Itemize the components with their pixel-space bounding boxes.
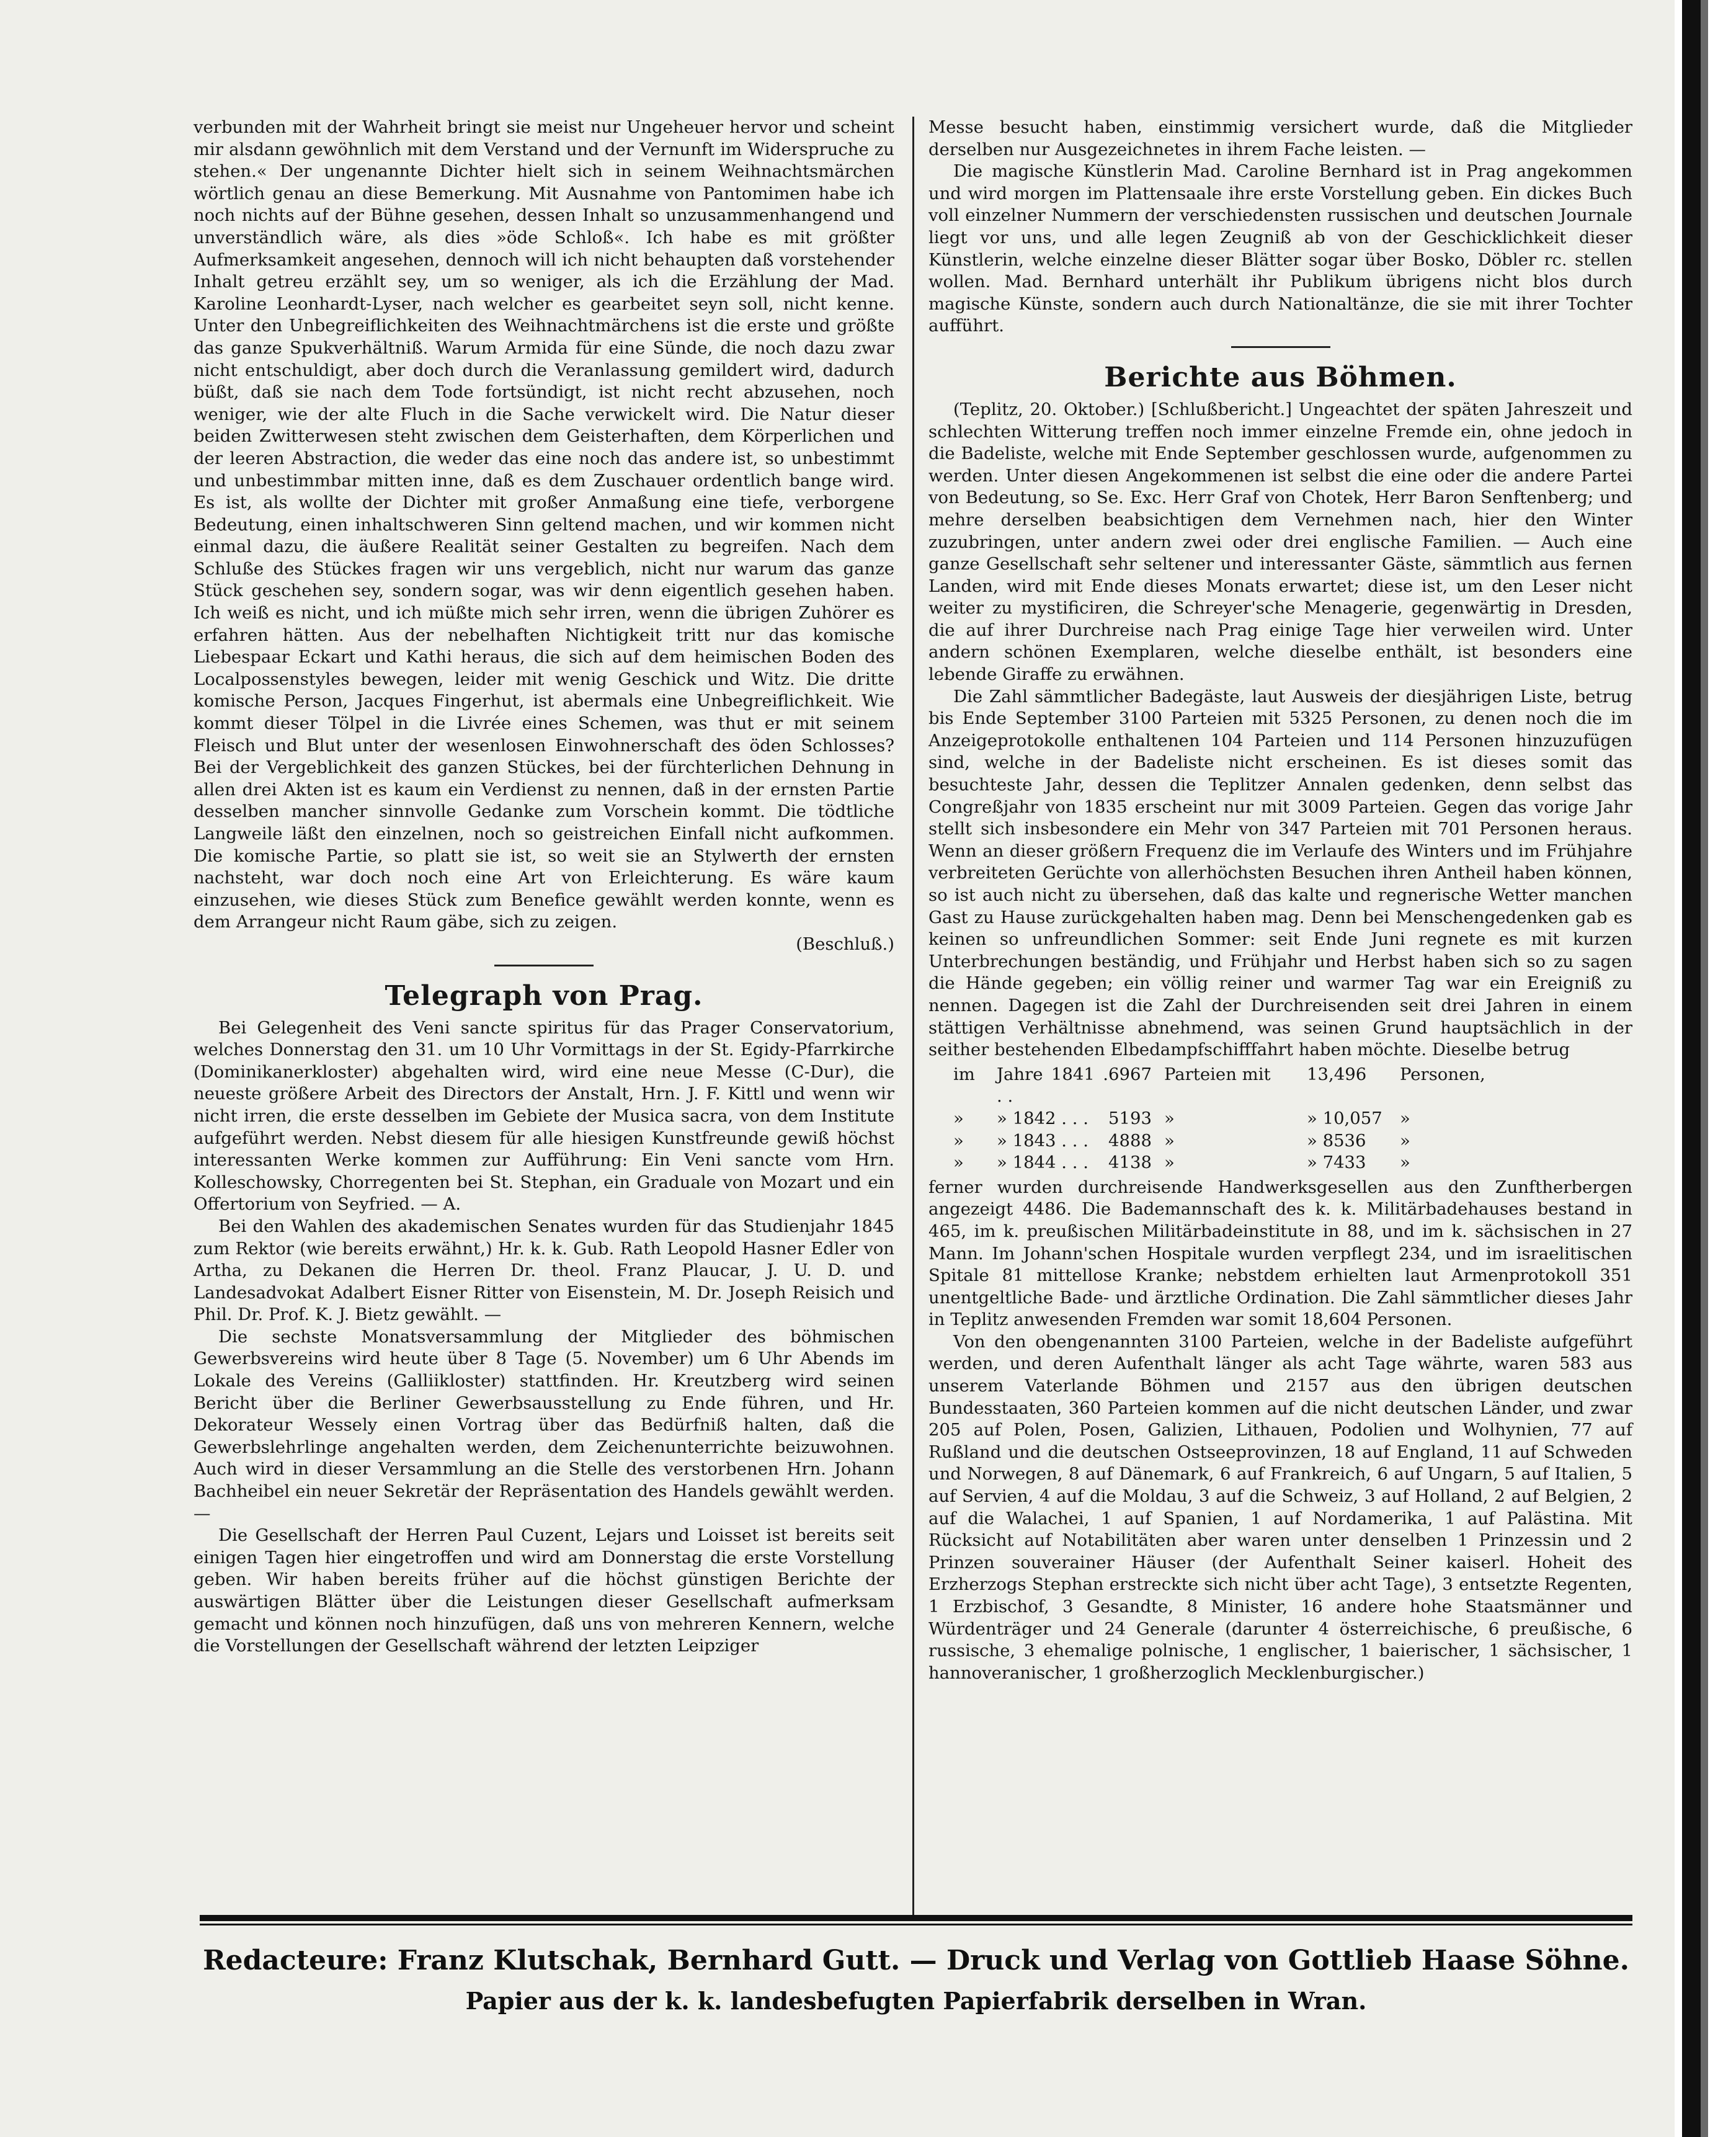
stats-cell: » (953, 1153, 964, 1173)
stats-cell: » (1164, 1108, 1175, 1128)
stats-cell: im (953, 1064, 975, 1084)
binding-edge-shade (1701, 0, 1708, 2137)
stats-cell: Jahre 1841 . . . (997, 1064, 1108, 1107)
article-paragraph: Von den obengenannten 3100 Parteien, welche in der Badeliste aufgeführt werden, und deren Aufenthalt länger als acht Tage währte, waren 583 aus unserem Vaterlande Böhmen und 2157 aus den übrigen deutschen Bundesstaaten, 360 Parteien kommen auf die nicht deutschen Länder, und zwar 205 auf Polen, Posen, Galizien, Lithauen, Podolien und Wolhynien, 77 auf Rußland und die deutschen Ostseeprovinzen, 18 auf England, 11 auf Schweden und Norwegen, 8 auf Dänemark, 6 auf Frankreich, 6 auf Ungarn, 5 auf Italien, 5 auf Servien, 4 auf die Moldau, 3 auf die Schweiz, 3 auf Holland, 2 auf Belgien, 2 auf die Walachei, 1 auf Spanien, 1 auf Nordamerika, 1 auf Palästina. Mit Rücksicht auf Notabilitäten aber waren unter denselben 1 Prinzessin und 2 Prinzen souverainer Häuser (der Aufenthalt Seiner kaiserl. Hoheit des Erzherzogs Stephan erstreckte sich nicht über acht Tage), 3 entsetzte Regenten, 1 Erzbischof, 3 Gesandte, 8 Minister, 16 andere hohe Staatsmänner und Würdenträger und 24 Generale (darunter 4 österreichische, 6 preußische, 6 russische, 3 ehemalige polnische, 1 englischer, 1 baierischer, 1 sächsischer, 1 hannoveranischer, 1 großherzoglich Mecklenburgischer.) (928, 1331, 1632, 1683)
article-paragraph: (Teplitz, 20. Oktober.) [Schlußbericht.] Ungeachtet der späten Jahreszeit und schlechten Witterung treffen noch immer einzelne Fremde ein, ohne jedoch in die Badeliste, welche mit Ende September geschlossen wurde, aufgenommen zu werden. Unter diesen Angekommenen ist selbst die eine oder die andere Partei von Bedeutung, so Se. Exc. Herr Graf von Chotek, Herr Baron Senftenberg; und mehre derselben beabsichtigen dem Vernehmen nach, hier den Winter zuzubringen, unter andern zwei oder drei englische Familien. — Auch eine ganze Gesellschaft sehr seltener und interessanter Gäste, sämmtlich aus fernen Landen, wird mit Ende dieses Monats erwartet; diese ist, um den Leser nicht weiter zu mystificiren, die Schreyer'sche Menagerie, gegenwärtig in Dresden, die auf ihrer Durchreise nach Prag einige Tage hier verweilen wird. Unter andern schönen Exemplaren, welche dieselbe enthält, ist besonders eine lebende Giraffe zu erwähnen. (928, 399, 1632, 685)
stats-cell: » 10,057 (1307, 1108, 1382, 1128)
column-divider (912, 117, 914, 1919)
stats-row (953, 1130, 1632, 1153)
article-paragraph: Die sechste Monatsversammlung der Mitglieder des böhmischen Gewerbsvereins wird heute über 8 Tage (5. November) um 6 Uhr Abends im Lokale des Vereins (Galliikloster) stattfinden. Hr. Kreutzberg wird seinen Bericht über die Berliner Gewerbsausstellung zu Ende führen, und Hr. Dekorateur Wessely einen Vortrag über das Bedürfniß halten, daß die Gewerbslehrlinge angehalten werden, dem Zeichenunterrichte beizuwohnen. Auch wird in dieser Versammlung an die Stelle des verstorbenen Hrn. Johann Bachheibel ein neuer Sekretär der Repräsentation des Handels gewählt werden. — (194, 1326, 894, 1524)
stats-cell: » 1842 . . . (997, 1108, 1089, 1128)
binding-shadow (1682, 0, 1701, 2137)
stats-cell: » (1400, 1130, 1410, 1151)
stats-row (953, 1108, 1632, 1130)
stats-cell: » 8536 (1307, 1130, 1366, 1151)
stats-cell: » (953, 1130, 964, 1151)
right-column (928, 117, 1632, 1684)
stats-cell: 4888 (1108, 1130, 1152, 1151)
left-column (194, 117, 894, 1657)
section-divider (1231, 346, 1330, 348)
article-paragraph: Die Zahl sämmtlicher Badegäste, laut Ausweis der diesjährigen Liste, betrug bis Ende September 3100 Parteien mit 5325 Personen, zu denen noch die im Anzeigeprotokolle enthaltenen 104 Parteien und 114 Personen hinzuzufügen sind, welche in der Badeliste nicht erscheinen. Es ist dieses somit das besuchteste Jahr, dessen die Teplitzer Annalen gedenken, denn selbst das Congreßjahr von 1835 erscheint nur mit 3009 Parteien. Gegen das vorige Jahr stellt sich insbesondere ein Mehr von 347 Parteien mit 701 Personen heraus. Wenn an dieser größern Frequenz die im Verlaufe des Winters und im Frühjahre verbreiteten Gerüchte von allerhöchsten Besuchen ihren Antheil haben können, so ist auch nicht zu übersehen, daß das kalte und regnerische Wetter manchen Gast zu Hause zurückgehalten haben mag. Denn bei Menschengedenken gab es keinen so unfreundlichen Sommer: seit Ende Juni regnete es mit kurzen Unterbrechungen beständig, und Frühjahr und Herbst haben sich so zu sagen die Hände gegeben; ein völlig reiner und warmer Tag war ein Ereigniß zu nennen. Dagegen ist die Zahl der Durchreisenden seit drei Jahren in einem stättigen Verhältnisse abnehmend, was seinen Grund hauptsächlich in der seither bestehenden Elbedampfschifffahrt haben möchte. Dieselbe betrug (928, 686, 1632, 1060)
continuation-note: (Beschluß.) (796, 934, 894, 954)
stats-cell: Personen, (1400, 1064, 1485, 1084)
article-paragraph: Bei den Wahlen des akademischen Senates wurden für das Studienjahr 1845 zum Rektor (wie bereits erwähnt,) Hr. k. k. Gub. Rath Leopold Hasner Edler von Artha, zu Dekanen die Herren Dr. theol. Franz Plaucar, J. U. D. und Landesadvokat Adalbert Eisner Ritter von Eisenstein, M. Dr. Joseph Reisich und Phil. Dr. Prof. K. J. Bietz gewählt. — (194, 1216, 894, 1325)
article-paragraph: Die magische Künstlerin Mad. Caroline Bernhard ist in Prag angekommen und wird morgen im Plattensaale ihre erste Vorstellung geben. Ein dickes Buch voll einzelner Nummern der verschiedensten russischen und deutschen Journale liegt vor uns, und alle legen Zeugniß ab von der Geschicklichkeit dieser Künstlerin, welche einzelne dieser Blätter sogar über Bosko, Döbler rc. stellen wollen. Mad. Bernhard unterhält ihr Publikum übrigens nicht blos durch magische Künste, sondern auch durch Nationaltänze, die sie mit ihrer Tochter aufführt. (928, 161, 1632, 336)
footer-rule-thin (200, 1924, 1632, 1925)
stats-cell: » (1164, 1153, 1175, 1173)
section-divider (494, 965, 594, 966)
article-paragraph: Bei Gelegenheit des Veni sancte spiritus für das Prager Conservatorium, welches Donnerstag den 31. um 10 Uhr Vormittags in der St. Egidy-Pfarrkirche (Dominikanerkloster) abgehalten wird, wird eine neue Messe (C-Dur), die neueste größere Arbeit des Directors der Anstalt, Hrn. J. F. Kittl und wenn wir nicht irren, die erste desselben im Gebiete der Musica sacra, von dem Institute aufgeführt werden. Nebst diesem für alle hiesigen Kunstfreunde gewiß höchst interessanten Werke kommen zur Aufführung: Ein Veni sancte vom Hrn. Kolleschowsky, Chorregenten bei St. Stephan, ein Graduale von Mozart und ein Offertorium von Seyfried. — A. (194, 1017, 894, 1215)
imprint-paper: Papier aus der k. k. landesbefugten Papierfabrik derselben in Wran. (465, 1987, 1367, 2015)
stats-cell: » (1400, 1108, 1410, 1128)
stats-cell: Parteien mit (1164, 1064, 1271, 1084)
stats-cell: » 1843 . . . (997, 1130, 1089, 1151)
stats-cell: 6967 (1108, 1064, 1152, 1084)
stats-cell: » (1400, 1153, 1410, 1173)
stats-cell: » (1164, 1130, 1175, 1151)
imprint-editors: Redacteure: Franz Klutschak, Bernhard Gutt. — Druck und Verlag von Gottlieb Haase Söhne. (203, 1945, 1629, 1976)
stats-cell: 4138 (1108, 1153, 1152, 1173)
traveller-statistics (953, 1064, 1632, 1174)
stats-cell: 13,496 (1307, 1064, 1367, 1084)
stats-cell: 5193 (1108, 1108, 1152, 1128)
stats-row (953, 1064, 1632, 1108)
section-heading-boehmen: Berichte aus Böhmen. (1104, 361, 1457, 393)
stats-row (953, 1152, 1632, 1174)
section-heading-telegraph: Telegraph von Prag. (385, 979, 703, 1012)
article-paragraph: Die Gesellschaft der Herren Paul Cuzent, Lejars und Loisset ist bereits seit einigen Tagen hier eingetroffen und wird am Donnerstag die erste Vorstellung geben. Wir haben bereits früher auf die höchst günstigen Berichte der auswärtigen Blätter über die Leistungen dieser Gesellschaft aufmerksam gemacht und können noch hinzufügen, daß uns von mehreren Kennern, welche die Vorstellungen der Gesellschaft während der letzten Leipziger (194, 1525, 894, 1656)
article-paragraph: Messe besucht haben, einstimmig versichert wurde, daß die Mitglieder derselben nur Ausgezeichnetes in ihrem Fache leisten. — (928, 117, 1632, 159)
article-paragraph: ferner wurden durchreisende Handwerksgesellen aus den Zunftherbergen angezeigt 4486. Die Bademannschaft des k. k. Militärbadehauses bestand in 465, im k. preußischen Militärbadeinstitute in 88, und im k. sächsischen in 27 Mann. Im Johann'schen Hospitale wurden verpflegt 234, und im israelitischen Spitale 81 mittellose Kranke; nebstdem erhielten laut Armenprotokoll 351 unentgeltliche Bade- und ärztliche Ordination. Die Zahl sämmtlicher dieses Jahr in Teplitz anwesenden Fremden war somit 18,604 Personen. (928, 1177, 1632, 1330)
footer-rule-thick (200, 1915, 1632, 1921)
stats-cell: » (953, 1108, 964, 1128)
article-paragraph: verbunden mit der Wahrheit bringt sie meist nur Ungeheuer hervor und scheint mir alsdann gewöhnlich mit dem Verstand und der Vernunft im Widerspruche zu stehen.« Der ungenannte Dichter hielt sich in seinem Weihnachtsmärchen wörtlich genau an diese Bemerkung. Mit Ausnahme von Pantomimen habe ich noch nichts auf der Bühne gesehen, dessen Inhalt so unzusammenhangend und unverständlich wäre, als dies »öde Schloß«. Ich habe es mit größter Aufmerksamkeit angesehen, dennoch will ich nicht behaupten daß vorstehender Inhalt getreu erzählt sey, um so weniger, als ich die Erzählung der Mad. Karoline Leonhardt-Lyser, nach welcher es gearbeitet seyn soll, nicht kenne. Unter den Unbegreiflichkeiten des Weihnachtmärchens ist die erste und größte das ganze Spukverhältniß. Warum Armida für eine Sünde, die noch dazu zwar nicht entschuldigt, aber doch durch die Veranlassung gemildert wird, dadurch büßt, daß sie nach dem Tode fortsündigt, ist nicht recht abzusehen, noch weniger, wie der alte Fluch in die Sache verwickelt wird. Die Natur dieser beiden Zwitterwesen steht zwischen dem Geisterhaften, dem Körperlichen und der leeren Abstraction, die weder das eine noch das andere ist, so unbestimmt und unbestimmbar mitten inne, daß es dem Zuschauer ordentlich bange wird. Es ist, als wollte der Dichter mit großer Anmaßung eine tiefe, verborgene Bedeutung, einen inhaltschweren Sinn geltend machen, und wir kommen nicht einmal dazu, die äußere Realität seiner Gestalten zu begreifen. Nach dem Schluße des Stückes fragen wir uns vergeblich, nicht nur warum das ganze Stück geschehen sey, sondern sogar, was wir denn eigentlich gesehen haben. Ich weiß es nicht, und ich müßte mich sehr irren, wenn die übrigen Zuhörer es erfahren hätten. Aus der nebelhaften Nichtigkeit tritt nur das komische Liebespaar Eckart und Kathi heraus, die sich auf dem heimischen Boden des Localpossenstyles bewegen, leider mit wenig Geschick und Witz. Die dritte komische Person, Jacques Fingerhut, ist abermals eine Unbegreiflichkeit. Wie kommt dieser Tölpel in die Livrée eines Schemen, was thut er mit seinem Fleisch und Blut unter der wesenlosen Einwohnerschaft des öden Schlosses? Bei der Vergeblichkeit des ganzen Stückes, bei der fürchterlichen Dehnung in allen drei Akten ist es kaum ein Verdienst zu nennen, daß in der ernsten Partie desselben mancher sinnvolle Gedanke zum Vorschein kommt. Die tödtliche Langweile läßt den einzelnen, noch so geistreichen Einfall nicht aufkommen. Die komische Partie, so platt sie ist, so weit sie an Stylwerth der ernsten nachsteht, war doch noch eine Art von Erleichterung. Es wäre kaum einzusehen, wie dieses Stück zum Benefice gewählt werden konnte, wenn es dem Arrangeur nicht Raum gäbe, sich zu zeigen. (194, 117, 894, 932)
stats-cell: » 1844 . . . (997, 1153, 1089, 1173)
stats-cell: » 7433 (1307, 1153, 1366, 1173)
